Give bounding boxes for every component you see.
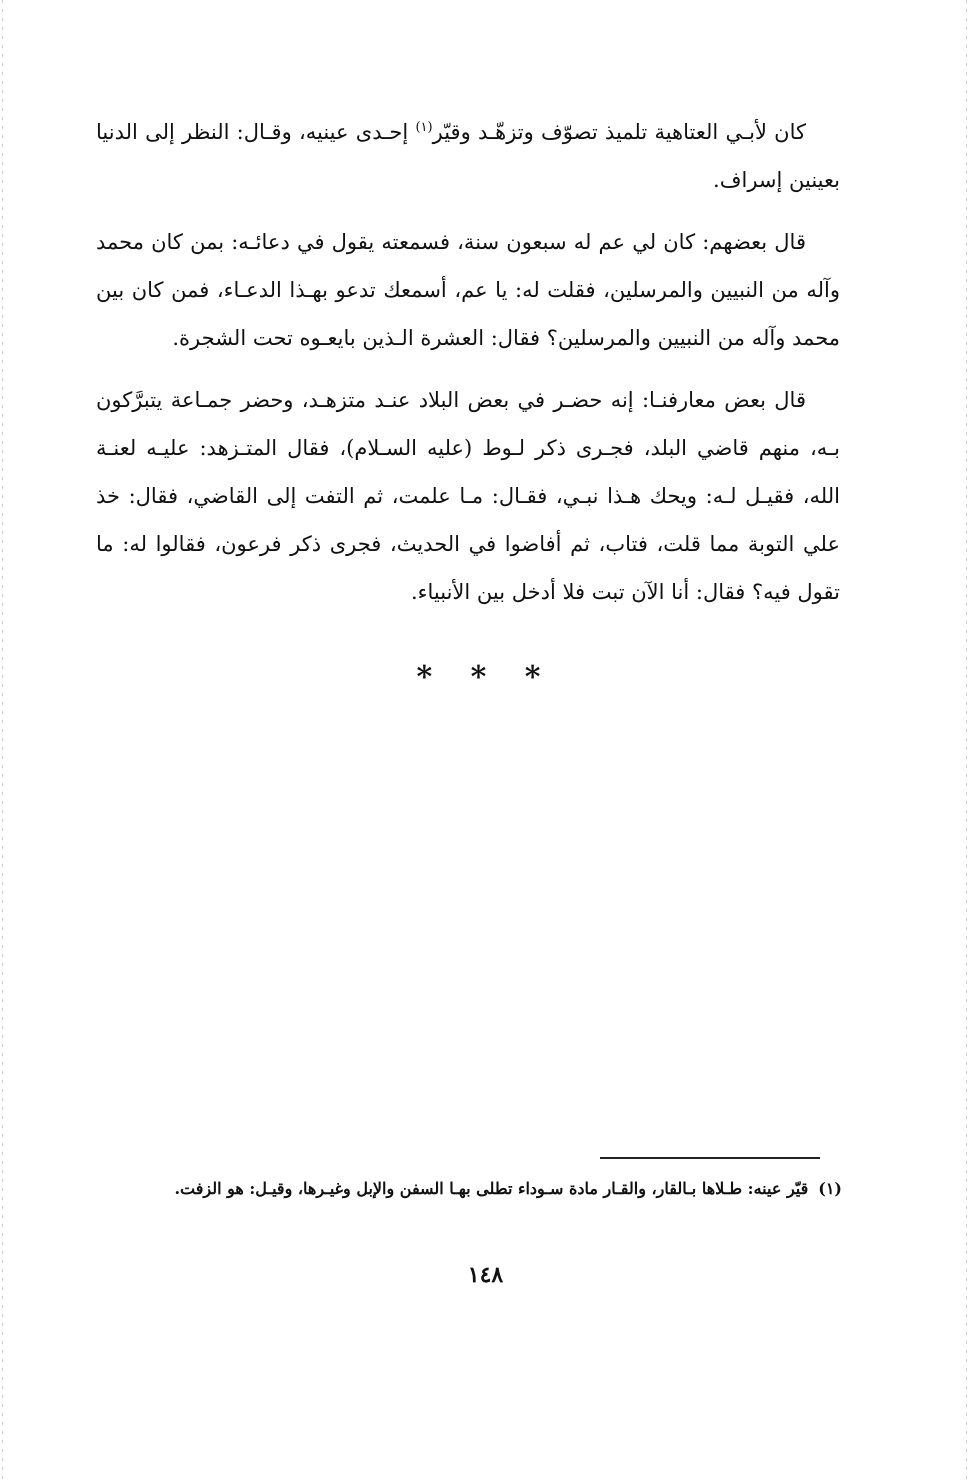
footnote-number: (١) — [818, 1179, 842, 1198]
paragraph-2: قال بعضهم: كان لي عم له سبعون سنة، فسمعته يقول في دعائـه: بمن كان محمد وآله من النبيين والمرسلين، فقلت له: يا عم، أسمعك تدعو بهـذا الدعـاء، فمن كان بين محمد وآله من النبيين والمرسلين؟ فقال: العشرة الـذين بايعـوه تحت الشجرة. — [96, 230, 840, 350]
paragraph-3: قال بعض معارفنـا: إنه حضـر في بعض البلاد عنـد متزهـد، وحضر جمـاعة يتبرَّكون بـه، منهم قاضي البلد، فجـرى ذكر لـوط (عليه السـلام)، فقال المتـزهد: عليـه لعنـة الله، فقيـل لـه: ويحك هـذا نبـي، فقـال: مـا علمت، ثم التفت إلى القاضي، فقال: خذ علي التوبة مما قلت، فتاب، ثم أفاضوا في الحديث، فجرى ذكر فرعون، فقالوا له: ما تقول فيه؟ فقال: أنا الآن تبت فلا أدخل بين الأنبياء. — [96, 388, 840, 604]
footnote — [76, 1170, 842, 1208]
scan-edge-right — [966, 0, 967, 1481]
page-number: ١٤٨ — [467, 1262, 504, 1288]
footnote-text: قيّر عينه: طـلاها بـالقار، والقـار مادة سـوداء تطلى بهـا السفن والإبل وغيـرها، وقيـل: هو الزفت. — [174, 1179, 809, 1198]
paragraph-1 — [96, 108, 840, 204]
paragraph-1-text-b: إحـدى عينيه، وقـال: النظر إلى الدنيا بعينين إسراف. — [96, 120, 840, 192]
footnote-reference: (١) — [415, 120, 433, 135]
paragraph-1-text-a: كان لأبـي العتاهية تلميذ تصوّف وتزهّـد وقيّر — [432, 120, 807, 144]
section-separator: * * * — [416, 660, 555, 695]
main-text — [96, 108, 840, 630]
scan-edge-left — [2, 0, 3, 1481]
footnote-divider — [600, 1157, 820, 1159]
